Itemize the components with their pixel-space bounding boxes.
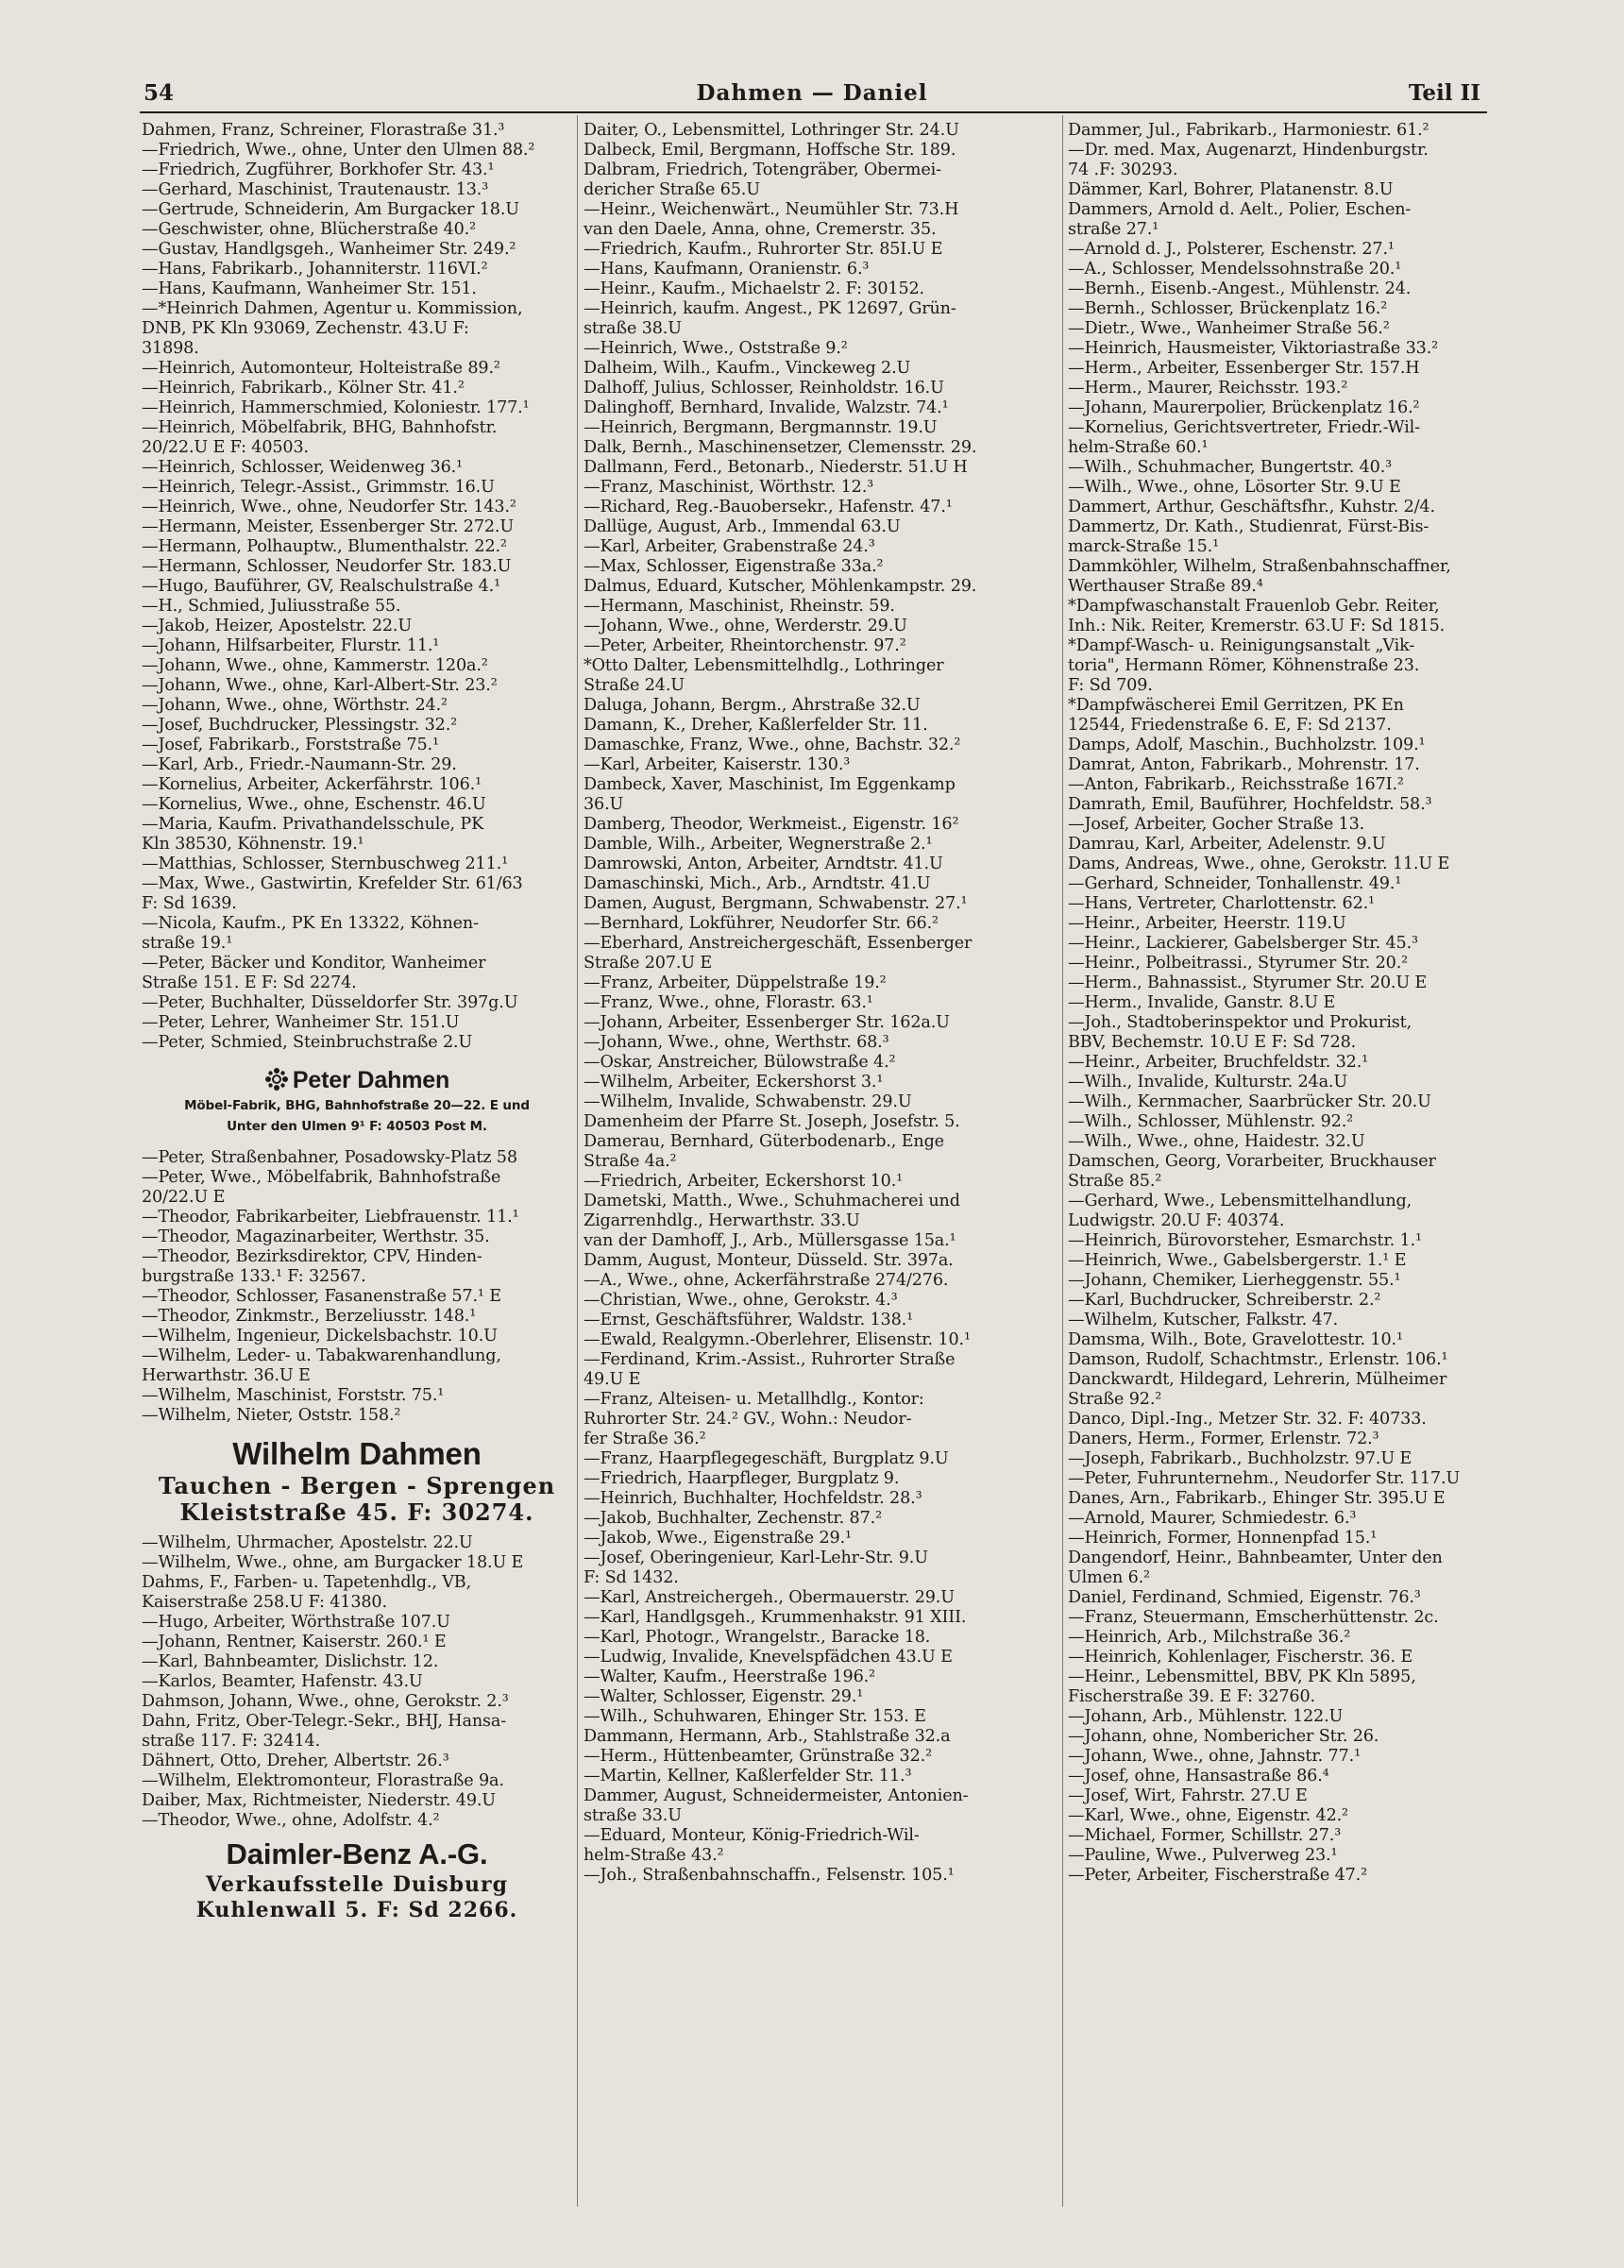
entry-line: —Peter, Schmied, Steinbruchstraße 2.U <box>142 1033 473 1052</box>
entry-line: —Anton, Fabrikarb., Reichsstraße 167I.² <box>1068 775 1404 794</box>
entry-line: Fischerstraße 39. E F: 32760. <box>1068 1687 1315 1706</box>
entry-line: —Jakob, Wwe., Eigenstraße 29.¹ <box>584 1529 852 1548</box>
entry-line: Damsma, Wilh., Bote, Gravelottestr. 10.¹ <box>1068 1330 1403 1349</box>
entry-line: —Heinrich, Automonteur, Holteistraße 89.² <box>142 359 500 378</box>
entry-line: —Nicola, Kaufm., PK En 13322, Köhnen- <box>142 914 479 933</box>
entry-line: Kln 38530, Köhnenstr. 19.¹ <box>142 835 364 854</box>
entry-line: Damberg, Theodor, Werkmeist., Eigenstr. 16² <box>584 815 959 834</box>
entry-line: —Peter, Arbeiter, Rheintorchenstr. 97.² <box>584 636 906 655</box>
entry-line: —Johann, Wwe., ohne, Wörthstr. 24.² <box>142 696 448 715</box>
entry-line: Damrowski, Anton, Arbeiter, Arndtstr. 41.U <box>584 855 943 873</box>
entry-line: —Heinrich, Former, Honnenpfad 15.¹ <box>1068 1529 1378 1548</box>
entry-line: —Heinrich, Fabrikarb., Kölner Str. 41.² <box>142 379 465 398</box>
ad-line: Kuhlenwall 5. F: Sd 2266. <box>195 1898 518 1922</box>
entry-line: straße 117. F: 32414. <box>142 1732 321 1751</box>
entry-line: Straße 207.U E <box>584 954 713 973</box>
entry-line: —Theodor, Bezirksdirektor, CPV, Hinden- <box>142 1247 482 1266</box>
entry-line: Daiter, O., Lebensmittel, Lothringer Str. 24.U <box>584 121 959 140</box>
entry-line: —Heinrich, Wwe., ohne, Neudorfer Str. 143.² <box>142 498 516 516</box>
entry-line: —Maria, Kaufm. Privathandelsschule, PK <box>142 815 484 834</box>
entry-line: —Wilh., Schlosser, Mühlenstr. 92.² <box>1068 1112 1354 1131</box>
ad-daimler-benz <box>142 1836 572 1923</box>
entry-line: —Herm., Hüttenbeamter, Grünstraße 32.² <box>584 1747 932 1766</box>
entry-line: fer Straße 36.² <box>584 1430 706 1448</box>
entry-line: Dallmann, Ferd., Betonarb., Niederstr. 51.U H <box>584 458 968 477</box>
entry-line: Dammer, Jul., Fabrikarb., Harmoniestr. 61.² <box>1068 121 1429 140</box>
entry-line: —Bernh., Eisenb.-Angest., Mühlenstr. 24. <box>1068 279 1412 298</box>
entry-line: —Ludwig, Invalide, Knevelspfädchen 43.U E <box>584 1648 953 1667</box>
entry-line: —Heinrich, Wwe., Oststraße 9.² <box>584 339 848 358</box>
entry-line: Straße 4a.² <box>584 1152 677 1171</box>
entry-line: Dalbram, Friedrich, Totengräber, Obermei- <box>584 161 941 179</box>
entry-line: —Johann, ohne, Nombericher Str. 26. <box>1068 1727 1379 1746</box>
entry-line: DNB, PK Kln 93069, Zechenstr. 43.U F: <box>142 319 469 338</box>
entry-line: BBV, Bechemstr. 10.U E F: Sd 728. <box>1068 1033 1357 1052</box>
entry-line: —Wilhelm, Arbeiter, Eckershorst 3.¹ <box>584 1073 884 1092</box>
entry-line: Dalbeck, Emil, Bergmann, Hoffsche Str. 189. <box>584 141 956 160</box>
entry-line: marck-Straße 15.¹ <box>1068 537 1219 556</box>
ad-wilhelm-dahmen <box>142 1435 572 1526</box>
entry-line: Dallüge, August, Arb., Immendal 63.U <box>584 517 901 536</box>
entry-line: —Wilhelm, Elektromonteur, Florastraße 9a. <box>142 1771 504 1790</box>
entry-line: Daners, Herm., Former, Erlenstr. 72.³ <box>1068 1430 1379 1448</box>
entry-line: —Dietr., Wwe., Wanheimer Straße 56.² <box>1068 319 1390 338</box>
page-header <box>142 80 1482 112</box>
entry-line: F: Sd 709. <box>1068 676 1153 695</box>
entry-line: —Theodor, Magazinarbeiter, Werthstr. 35. <box>142 1227 490 1246</box>
entry-line: 12544, Friedenstraße 6. E, F: Sd 2137. <box>1068 716 1392 735</box>
entry-line: van der Damhoff, J., Arb., Müllersgasse 15a.¹ <box>584 1231 956 1250</box>
entry-line: 49.U E <box>584 1370 641 1389</box>
entry-line: —Kornelius, Wwe., ohne, Eschenstr. 46.U <box>142 795 486 814</box>
entry-line: —Geschwister, ohne, Blücherstraße 40.² <box>142 220 476 239</box>
entry-line: —Johann, Wwe., ohne, Kammerstr. 120a.² <box>142 656 488 675</box>
entry-line: —Hans, Fabrikarb., Johanniterstr. 116VI.² <box>142 260 488 279</box>
entry-line: —Johann, Wwe., ohne, Karl-Albert-Str. 23.² <box>142 676 498 695</box>
entry-line: —Franz, Arbeiter, Düppelstraße 19.² <box>584 973 887 992</box>
entry-line: —Friedrich, Zugführer, Borkhofer Str. 43.¹ <box>142 161 495 179</box>
entry-line: —Michael, Former, Schillstr. 27.³ <box>1068 1826 1342 1845</box>
entry-line: —Hans, Kaufmann, Wanheimer Str. 151. <box>142 279 477 298</box>
entry-line: —Karlos, Beamter, Hafenstr. 43.U <box>142 1672 423 1691</box>
entry-line: —Johann, Arbeiter, Essenberger Str. 162a.U <box>584 1013 950 1032</box>
entry-line: —Hermann, Meister, Essenberger Str. 272.U <box>142 517 515 536</box>
entry-line: —Joh., Stadtoberinspektor und Prokurist, <box>1068 1013 1413 1032</box>
entry-line: —Karl, Bahnbeamter, Dislichstr. 12. <box>142 1652 439 1671</box>
entry-line: —Ernst, Geschäftsführer, Waldstr. 138.¹ <box>584 1311 913 1329</box>
entry-line: —Wilhelm, Nieter, Oststr. 158.² <box>142 1406 401 1425</box>
entry-line: Dametski, Matth., Wwe., Schuhmacherei und <box>584 1192 960 1210</box>
entry-line: —Herm., Maurer, Reichsstr. 193.² <box>1068 379 1348 398</box>
entry-line: —Eberhard, Anstreichergeschäft, Essenberger <box>584 934 973 953</box>
ad-title: Peter Dahmen <box>292 1067 450 1093</box>
entry-line: van den Daele, Anna, ohne, Cremerstr. 35. <box>584 220 937 239</box>
entry-line: —Walter, Schlosser, Eigenstr. 29.¹ <box>584 1687 864 1706</box>
entry-line: Damps, Adolf, Maschin., Buchholzstr. 109.¹ <box>1068 736 1426 754</box>
entry-line: 31898. <box>142 339 199 358</box>
entry-line: Dämmer, Karl, Bohrer, Platanenstr. 8.U <box>1068 180 1394 199</box>
entry-line: —*Heinrich Dahmen, Agentur u. Kommission, <box>142 299 523 318</box>
entry-line: —Kornelius, Arbeiter, Ackerfährstr. 106.¹ <box>142 775 482 794</box>
entry-line: —Heinr., Lebensmittel, BBV, PK Kln 5895, <box>1068 1667 1416 1686</box>
entry-line: —Karl, Handlgsgeh., Krummenhakstr. 91 XIII. <box>584 1608 967 1627</box>
entry-line: —Peter, Straßenbahner, Posadowsky-Platz 58 <box>142 1148 517 1167</box>
entry-line: —Matthias, Schlosser, Sternbuschweg 211.¹ <box>142 855 508 873</box>
entry-line: —Wilh., Wwe., ohne, Lösorter Str. 9.U E <box>1068 478 1401 497</box>
entry-line: Straße 24.U <box>584 676 685 695</box>
entry-line: —Karl, Anstreichergeh., Obermauerstr. 29.U <box>584 1588 955 1607</box>
entry-line: Dams, Andreas, Wwe., ohne, Gerokstr. 11.U E <box>1068 855 1450 873</box>
entry-line: Dangendorf, Heinr., Bahnbeamter, Unter den <box>1068 1549 1443 1567</box>
entry-line: toria", Hermann Römer, Köhnenstraße 23. <box>1068 656 1420 675</box>
entry-line: —Christian, Wwe., ohne, Gerokstr. 4.³ <box>584 1291 898 1310</box>
entry-list <box>584 121 1057 1886</box>
entry-line: F: Sd 1639. <box>142 894 237 913</box>
entry-list <box>142 121 572 1053</box>
entry-line: Dammers, Arnold d. Aelt., Polier, Eschen- <box>1068 200 1412 219</box>
entry-line: Daluga, Johann, Bergm., Ahrstraße 32.U <box>584 696 921 715</box>
entry-line: —H., Schmied, Juliusstraße 55. <box>142 597 401 616</box>
entry-line: —Jakob, Buchhalter, Zechenstr. 87.² <box>584 1509 882 1528</box>
entry-line: Danco, Dipl.-Ing., Metzer Str. 32. F: 40733. <box>1068 1410 1427 1429</box>
entry-line: —Bernhard, Lokführer, Neudorfer Str. 66.² <box>584 914 939 933</box>
entry-line: —Wilh., Schuhwaren, Ehinger Str. 153. E <box>584 1707 926 1726</box>
ad-line: Kleiststraße 45. F: 30274. <box>179 1498 534 1526</box>
entry-line: Dalmus, Eduard, Kutscher, Möhlenkampstr. 29. <box>584 577 977 596</box>
entry-line: Damerau, Bernhard, Güterbodenarb., Enge <box>584 1132 944 1151</box>
entry-line: —Josef, Oberingenieur, Karl-Lehr-Str. 9.U <box>584 1549 928 1567</box>
entry-line: —Peter, Arbeiter, Fischerstraße 47.² <box>1068 1866 1368 1885</box>
entry-line: burgstraße 133.¹ F: 32567. <box>142 1267 366 1286</box>
entry-line: —Eduard, Monteur, König-Friedrich-Wil- <box>584 1826 920 1845</box>
entry-line: Damm, August, Monteur, Düsseld. Str. 397a. <box>584 1251 954 1270</box>
entry-line: —Wilhelm, Ingenieur, Dickelsbachstr. 10.U <box>142 1327 498 1346</box>
entry-line: Danes, Arn., Fabrikarb., Ehinger Str. 395.U E <box>1068 1489 1446 1508</box>
entry-line: —Theodor, Wwe., ohne, Adolfstr. 4.² <box>142 1811 440 1830</box>
ad-line: Unter den Ulmen 9¹ F: 40503 Post M. <box>227 1119 487 1134</box>
entry-line: Damrau, Karl, Arbeiter, Adelenstr. 9.U <box>1068 835 1386 854</box>
entry-line: helm-Straße 60.¹ <box>1068 438 1209 457</box>
entry-line: —Johann, Rentner, Kaiserstr. 260.¹ E <box>142 1633 447 1651</box>
entry-line: Damrat, Anton, Fabrikarb., Mohrenstr. 17. <box>1068 755 1420 774</box>
entry-line: —Heinr., Kaufm., Michaelstr 2. F: 30152. <box>584 279 924 298</box>
entry-line: Dahmen, Franz, Schreiner, Florastraße 31.³ <box>142 121 505 140</box>
entry-line: 20/22.U E F: 40503. <box>142 438 309 457</box>
entry-line: *Otto Dalter, Lebensmittelhdlg., Lothringer <box>584 656 944 675</box>
entry-line: —Heinrich, Kohlenlager, Fischerstr. 36. E <box>1068 1648 1413 1667</box>
header-rule <box>140 111 1487 113</box>
entry-line: Dambeck, Xaver, Maschinist, Im Eggenkamp <box>584 775 956 794</box>
entry-line: —Peter, Lehrer, Wanheimer Str. 151.U <box>142 1013 460 1032</box>
entry-line: —Heinrich, Hammerschmied, Koloniestr. 177.¹ <box>142 398 530 417</box>
entry-line: —Wilhelm, Uhrmacher, Apostelstr. 22.U <box>142 1533 473 1552</box>
entry-line: —Wilh., Kernmacher, Saarbrücker Str. 20.U <box>1068 1092 1431 1111</box>
entry-line: —Heinrich, Telegr.-Assist., Grimmstr. 16.U <box>142 478 495 497</box>
entry-line: Dahn, Fritz, Ober-Telegr.-Sekr., BHJ, Hansa- <box>142 1712 507 1731</box>
entry-line: —Walter, Kaufm., Heerstraße 196.² <box>584 1667 875 1686</box>
entry-line: —Max, Wwe., Gastwirtin, Krefelder Str. 61/63 <box>142 874 523 893</box>
entry-line: Straße 85.² <box>1068 1172 1162 1191</box>
ad-title: Daimler-Benz A.-G. <box>226 1837 488 1870</box>
entry-line: —Friedrich, Wwe., ohne, Unter den Ulmen 88.² <box>142 141 535 160</box>
entry-line: —Joh., Straßenbahnschaffn., Felsenstr. 105.¹ <box>584 1866 955 1885</box>
entry-line: —Bernh., Schlosser, Brückenplatz 16.² <box>1068 299 1388 318</box>
ad-line: Möbel-Fabrik, BHG, Bahnhofstraße 20—22. E und <box>184 1098 530 1113</box>
entry-line: straße 33.U <box>584 1806 682 1825</box>
entry-line: —Pauline, Wwe., Pulverweg 23.¹ <box>1068 1846 1338 1865</box>
entry-line: dericher Straße 65.U <box>584 180 760 199</box>
entry-line: —Franz, Steuermann, Emscherhüttenstr. 2c. <box>1068 1608 1439 1627</box>
entry-line: Ruhrorter Str. 24.² GV., Wohn.: Neudor- <box>584 1410 912 1429</box>
entry-line: Damschen, Georg, Vorarbeiter, Bruckhauser <box>1068 1152 1436 1171</box>
entry-line: helm-Straße 43.² <box>584 1846 724 1865</box>
entry-line: Dammer, August, Schneidermeister, Antonien- <box>584 1786 969 1805</box>
entry-line: —Wilhelm, Wwe., ohne, am Burgacker 18.U E <box>142 1553 524 1572</box>
entry-line: —Karl, Arbeiter, Kaiserstr. 130.³ <box>584 755 851 774</box>
entry-line: —Peter, Buchhalter, Düsseldorfer Str. 397g.U <box>142 993 518 1012</box>
entry-line: Dahmson, Johann, Wwe., ohne, Gerokstr. 2.³ <box>142 1692 509 1711</box>
entry-line: —Josef, Buchdrucker, Plessingstr. 32.² <box>142 716 458 735</box>
entry-line: —Josef, Wirt, Fahrstr. 27.U E <box>1068 1786 1308 1805</box>
entry-line: —Theodor, Fabrikarbeiter, Liebfrauenstr. 11.¹ <box>142 1208 519 1227</box>
entry-list <box>142 1148 572 1426</box>
entry-line: —Franz, Maschinist, Wörthstr. 12.³ <box>584 478 874 497</box>
entry-list <box>1068 121 1489 1886</box>
entry-line: —Peter, Wwe., Möbelfabrik, Bahnhofstraße <box>142 1168 501 1187</box>
part-label: Teil II <box>1408 80 1480 106</box>
entry-line: —Heinr., Weichenwärt., Neumühler Str. 73.H <box>584 200 959 219</box>
entry-line: —Hans, Kaufmann, Oranienstr. 6.³ <box>584 260 870 279</box>
entry-line: —Kornelius, Gerichtsvertreter, Friedr.-Wil- <box>1068 418 1420 437</box>
entry-line: —Heinr., Lackierer, Gabelsberger Str. 45.³ <box>1068 934 1418 953</box>
entry-line: Danckwardt, Hildegard, Lehrerin, Mülheimer <box>1068 1370 1447 1389</box>
entry-line: —Herm., Invalide, Ganstr. 8.U E <box>1068 993 1336 1012</box>
entry-line: —Gertrude, Schneiderin, Am Burgacker 18.U <box>142 200 519 219</box>
entry-line: 20/22.U E <box>142 1188 226 1207</box>
column-3 <box>1068 121 1489 1886</box>
entry-line: —Arnold, Maurer, Schmiedestr. 6.³ <box>1068 1509 1357 1528</box>
entry-line: *Dampf-Wasch- u. Reinigungsanstalt „Vik- <box>1068 636 1415 655</box>
entry-line: —Wilhelm, Invalide, Schwabenstr. 29.U <box>584 1092 912 1111</box>
flower-ornament-icon <box>264 1067 289 1092</box>
entry-line: —Johann, Wwe., ohne, Jahnstr. 77.¹ <box>1068 1747 1361 1766</box>
entry-line: —A., Wwe., ohne, Ackerfährstraße 274/276. <box>584 1271 949 1290</box>
entry-line: Dähnert, Otto, Dreher, Albertstr. 26.³ <box>142 1752 449 1770</box>
entry-line: Straße 92.² <box>1068 1390 1162 1409</box>
entry-line: —Heinrich, Wwe., Gabelsbergerstr. 1.¹ E <box>1068 1251 1407 1270</box>
entry-line: —Heinr., Polbeitrassi., Styrumer Str. 20.² <box>1068 954 1409 973</box>
entry-line: —Hugo, Bauführer, GV, Realschulstraße 4.¹ <box>142 577 500 596</box>
page-number: 54 <box>144 80 175 106</box>
entry-line: —Max, Schlosser, Eigenstraße 33a.² <box>584 557 884 576</box>
entry-line: *Dampfwaschanstalt Frauenlob Gebr. Reiter, <box>1068 597 1440 616</box>
entry-line: straße 38.U <box>584 319 682 338</box>
ad-peter-dahmen <box>142 1065 572 1137</box>
entry-line: —Martin, Kellner, Kaßlerfelder Str. 11.³ <box>584 1767 912 1786</box>
entry-line: —Josef, Fabrikarb., Forststraße 75.¹ <box>142 736 439 754</box>
entry-line: Herwarthstr. 36.U E <box>142 1366 311 1385</box>
entry-line: —Heinrich, Schlosser, Weidenweg 36.¹ <box>142 458 463 477</box>
entry-line: 36.U <box>584 795 624 814</box>
entry-line: Damrath, Emil, Bauführer, Hochfeldstr. 58.³ <box>1068 795 1432 814</box>
entry-line: —A., Schlosser, Mendelssohnstraße 20.¹ <box>1068 260 1402 279</box>
entry-line: —Josef, ohne, Hansastraße 86.⁴ <box>1068 1767 1329 1786</box>
ad-line: Verkaufsstelle Duisburg <box>205 1872 509 1897</box>
entry-line: —Heinrich, Arb., Milchstraße 36.² <box>1068 1628 1351 1647</box>
entry-line: —Heinrich, Hausmeister, Viktoriastraße 33.² <box>1068 339 1439 358</box>
entry-line: Damenheim der Pfarre St. Joseph, Josefstr. 5. <box>584 1112 960 1131</box>
entry-line: —Hermann, Polhauptw., Blumenthalstr. 22.² <box>142 537 507 556</box>
entry-line: —Johann, Arb., Mühlenstr. 122.U <box>1068 1707 1344 1726</box>
entry-line: —Heinr., Arbeiter, Bruchfeldstr. 32.¹ <box>1068 1053 1369 1072</box>
entry-line: straße 27.¹ <box>1068 220 1159 239</box>
entry-line: Dalheim, Wilh., Kaufm., Vinckeweg 2.U <box>584 359 911 378</box>
entry-line: —Wilh., Invalide, Kulturstr. 24a.U <box>1068 1073 1348 1092</box>
entry-line: Ulmen 6.² <box>1068 1568 1150 1587</box>
entry-line: Damble, Wilh., Arbeiter, Wegnerstraße 2.¹ <box>584 835 933 854</box>
entry-line: —Oskar, Anstreicher, Bülowstraße 4.² <box>584 1053 896 1072</box>
entry-line: —Wilhelm, Leder- u. Tabakwarenhandlung, <box>142 1346 501 1365</box>
entry-line: —Jakob, Heizer, Apostelstr. 22.U <box>142 617 413 635</box>
entry-line: —Hugo, Arbeiter, Wörthstraße 107.U <box>142 1613 450 1632</box>
entry-line: —Theodor, Zinkmstr., Berzeliusstr. 148.¹ <box>142 1307 477 1326</box>
entry-line: —Gerhard, Wwe., Lebensmittelhandlung, <box>1068 1192 1413 1210</box>
entry-line: —Heinrich, Buchhalter, Hochfeldstr. 28.³ <box>584 1489 922 1508</box>
entry-line: —Hermann, Schlosser, Neudorfer Str. 183.U <box>142 557 512 576</box>
entry-line: —Joseph, Fabrikarb., Buchholzstr. 97.U E <box>1068 1449 1413 1468</box>
entry-line: Damaschinski, Mich., Arb., Arndtstr. 41.U <box>584 874 931 893</box>
entry-line: —Gustav, Handlgsgeh., Wanheimer Str. 249.² <box>142 240 516 259</box>
entry-line: —Karl, Photogr., Wrangelstr., Baracke 18. <box>584 1628 931 1647</box>
entry-line: Dammert, Arthur, Geschäftsfhr., Kuhstr. 2/4. <box>1068 498 1435 516</box>
entry-line: —Hans, Vertreter, Charlottenstr. 62.¹ <box>1068 894 1375 913</box>
entry-line: —Wilhelm, Maschinist, Forststr. 75.¹ <box>142 1386 445 1405</box>
entry-line: —Franz, Haarpflegegeschäft, Burgplatz 9.U <box>584 1449 949 1468</box>
entry-line: —Friedrich, Arbeiter, Eckershorst 10.¹ <box>584 1172 904 1191</box>
entry-line: —Heinrich, kaufm. Angest., PK 12697, Grün- <box>584 299 956 318</box>
page-title: Dahmen — Daniel <box>696 80 928 106</box>
entry-line: Damen, August, Bergmann, Schwabenstr. 27.¹ <box>584 894 968 913</box>
entry-line: —Theodor, Schlosser, Fasanenstraße 57.¹ E <box>142 1287 501 1306</box>
entry-line: —Richard, Reg.-Bauobersekr., Hafenstr. 47.¹ <box>584 498 953 516</box>
entry-line: *Dampfwäscherei Emil Gerritzen, PK En <box>1068 696 1404 715</box>
entry-line: —Wilh., Schuhmacher, Bungertstr. 40.³ <box>1068 458 1393 477</box>
entry-line: Dammertz, Dr. Kath., Studienrat, Fürst-Bis- <box>1068 517 1429 536</box>
entry-line: —Ferdinand, Krim.-Assist., Ruhrorter Straße <box>584 1350 956 1369</box>
entry-line: —Wilhelm, Kutscher, Falkstr. 47. <box>1068 1311 1339 1329</box>
entry-line: —Karl, Wwe., ohne, Eigenstr. 42.² <box>1068 1806 1348 1825</box>
entry-line: —Karl, Arb., Friedr.-Naumann-Str. 29. <box>142 755 457 774</box>
entry-line: Dalhoff, Julius, Schlosser, Reinholdstr. 16.U <box>584 379 944 398</box>
ad-title: Wilhelm Dahmen <box>232 1436 482 1471</box>
entry-line: Dalk, Bernh., Maschinensetzer, Clemensstr. 29. <box>584 438 977 457</box>
entry-line: Damson, Rudolf, Schachtmstr., Erlenstr. 106.¹ <box>1068 1350 1448 1369</box>
ad-line: Tauchen - Bergen - Sprengen <box>158 1472 556 1499</box>
entry-line: —Herm., Arbeiter, Essenberger Str. 157.H <box>1068 359 1420 378</box>
entry-line: Werthauser Straße 89.⁴ <box>1068 577 1263 596</box>
entry-line: Ludwigstr. 20.U F: 40374. <box>1068 1211 1285 1230</box>
entry-line: Dammköhler, Wilhelm, Straßenbahnschaffner, <box>1068 557 1451 576</box>
entry-line: —Dr. med. Max, Augenarzt, Hindenburgstr. <box>1068 141 1429 160</box>
entry-line: Kaiserstraße 258.U F: 41380. <box>142 1593 387 1612</box>
entry-line: —Heinr., Arbeiter, Heerstr. 119.U <box>1068 914 1346 933</box>
entry-line: —Heinrich, Bürovorsteher, Esmarchstr. 1.¹ <box>1068 1231 1422 1250</box>
column-2 <box>584 121 1057 1886</box>
entry-line: —Gerhard, Schneider, Tonhallenstr. 49.¹ <box>1068 874 1402 893</box>
entry-line: Damann, K., Dreher, Kaßlerfelder Str. 11. <box>584 716 928 735</box>
entry-line: —Karl, Arbeiter, Grabenstraße 24.³ <box>584 537 875 556</box>
entry-line: —Peter, Bäcker und Konditor, Wanheimer <box>142 954 486 973</box>
entry-line: —Franz, Alteisen- u. Metallhdlg., Kontor: <box>584 1390 924 1409</box>
entry-line: —Johann, Hilfsarbeiter, Flurstr. 11.¹ <box>142 636 440 655</box>
entry-line: —Ewald, Realgymn.-Oberlehrer, Elisenstr. 10.¹ <box>584 1330 971 1349</box>
entry-line: —Wilh., Wwe., ohne, Haidestr. 32.U <box>1068 1132 1365 1151</box>
entry-list <box>142 1533 572 1831</box>
entry-line: —Hermann, Maschinist, Rheinstr. 59. <box>584 597 895 616</box>
entry-line: —Arnold d. J., Polsterer, Eschenstr. 27.¹ <box>1068 240 1395 259</box>
column-1 <box>142 121 572 1923</box>
entry-line: —Friedrich, Haarpfleger, Burgplatz 9. <box>584 1469 900 1488</box>
entry-line: 74 .F: 30293. <box>1068 161 1178 179</box>
entry-line: —Johann, Wwe., ohne, Werthstr. 68.³ <box>584 1033 889 1052</box>
entry-line: —Karl, Buchdrucker, Schreiberstr. 2.² <box>1068 1291 1381 1310</box>
column-divider <box>1062 115 1063 2207</box>
entry-line: Dammann, Hermann, Arb., Stahlstraße 32.a <box>584 1727 951 1746</box>
entry-line: —Heinrich, Bergmann, Bergmannstr. 19.U <box>584 418 938 437</box>
entry-line: —Johann, Maurerpolier, Brückenplatz 16.² <box>1068 398 1420 417</box>
entry-line: —Johann, Chemiker, Lierheggenstr. 55.¹ <box>1068 1271 1401 1290</box>
entry-line: Daniel, Ferdinand, Schmied, Eigenstr. 76.³ <box>1068 1588 1421 1607</box>
entry-line: —Friedrich, Kaufm., Ruhrorter Str. 85I.U E <box>584 240 943 259</box>
entry-line: —Franz, Wwe., ohne, Florastr. 63.¹ <box>584 993 873 1012</box>
entry-line: —Josef, Arbeiter, Gocher Straße 13. <box>1068 815 1365 834</box>
entry-line: —Johann, Wwe., ohne, Werderstr. 29.U <box>584 617 907 635</box>
entry-line: Inh.: Nik. Reiter, Kremerstr. 63.U F: Sd 1815. <box>1068 617 1446 635</box>
entry-line: Dalinghoff, Bernhard, Invalide, Walzstr. 74.¹ <box>584 398 949 417</box>
entry-line: straße 19.¹ <box>142 934 233 953</box>
entry-line: Zigarrenhdlg., Herwarthstr. 33.U <box>584 1211 860 1230</box>
entry-line: —Heinrich, Möbelfabrik, BHG, Bahnhofstr. <box>142 418 498 437</box>
column-divider <box>577 115 578 2207</box>
entry-line: Dahms, F., Farben- u. Tapetenhdlg., VB, <box>142 1573 472 1592</box>
entry-line: Daiber, Max, Richtmeister, Niederstr. 49.U <box>142 1791 496 1810</box>
entry-line: Straße 151. E F: Sd 2274. <box>142 973 357 992</box>
entry-line: F: Sd 1432. <box>584 1568 679 1587</box>
entry-line: —Herm., Bahnassist., Styrumer Str. 20.U E <box>1068 973 1428 992</box>
entry-line: Damaschke, Franz, Wwe., ohne, Bachstr. 32.² <box>584 736 961 754</box>
entry-line: —Peter, Fuhrunternehm., Neudorfer Str. 117.U <box>1068 1469 1461 1488</box>
entry-line: —Gerhard, Maschinist, Trautenaustr. 13.³ <box>142 180 489 199</box>
